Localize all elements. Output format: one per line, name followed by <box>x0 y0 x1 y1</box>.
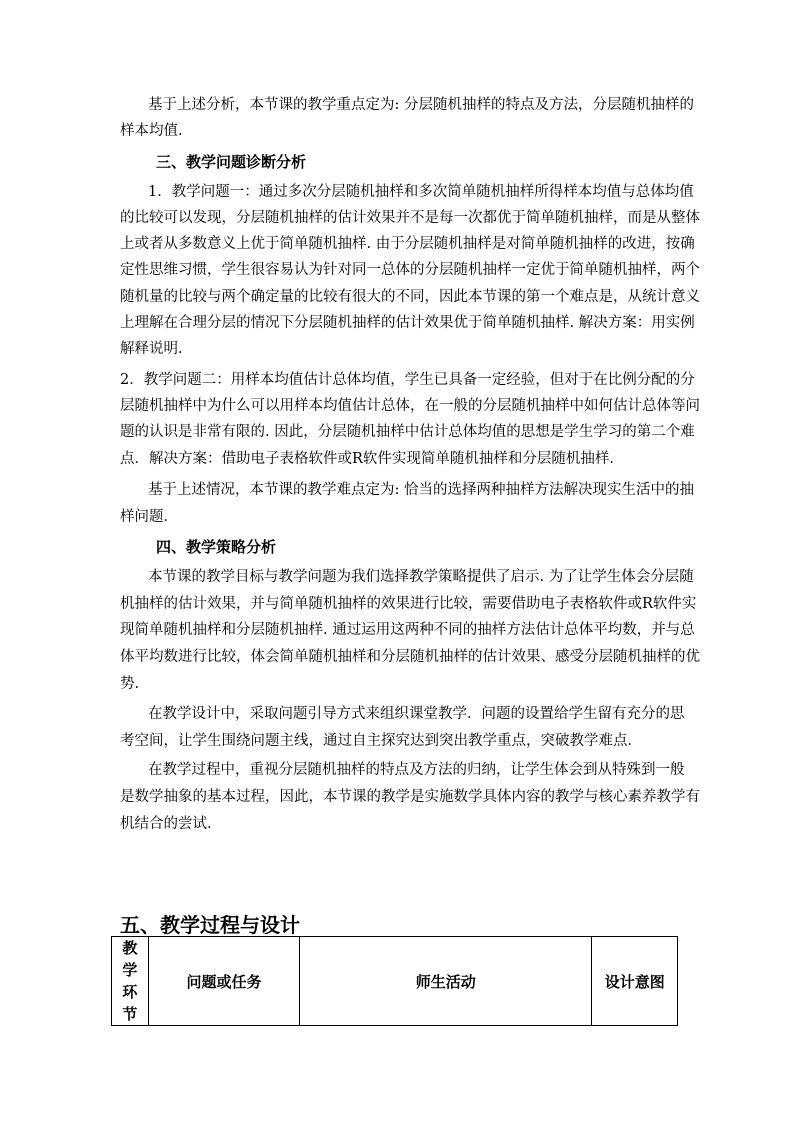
text-line: 的比较可以发现，分层随机抽样的估计效果并不是每一次都优于简单随机抽样，而是从整体 <box>120 210 700 226</box>
text-line: 随机量的比较与两个确定量的比较有很大的不同，因此本节课的第一个难点是，从统计意义 <box>120 289 700 305</box>
text-line: 2．教学问题二：用样本均值估计总体均值，学生已具备一定经验，但对于在比例分配的分 <box>120 372 695 388</box>
text-line: 定性思维习惯，学生很容易认为针对同一总体的分层随机抽样一定优于简单随机抽样，两个 <box>120 262 700 278</box>
text-line: 解释说明. <box>120 341 183 357</box>
text-line: 上理解在合理分层的情况下分层随机抽样的估计效果优于简单随机抽样. 解决方案：用实例 <box>120 315 695 331</box>
text-line: 考空间，让学生围绕问题主线，通过自主探究达到突出教学重点，突破教学难点． <box>120 733 642 749</box>
section-heading-4: 四、教学策略分析 <box>156 538 277 556</box>
header-cell-stage <box>112 937 149 1026</box>
text-line: 机抽样的估计效果，并与简单随机抽样的效果进行比较，需要借助电子表格软件或R软件实 <box>120 596 697 612</box>
text-line: 在教学过程中，重视分层随机抽样的特点及方法的归纳，让学生体会到从特殊到一般 <box>148 762 685 778</box>
header-char: 学 <box>122 961 138 979</box>
header-cell-task: 问题或任务 <box>148 937 299 1026</box>
text-line: 样问题． <box>120 509 178 525</box>
header-char: 节 <box>122 1005 138 1023</box>
text-line: 样本均值. <box>120 123 183 139</box>
text-line: 1．教学问题一：通过多次分层随机抽样和多次简单随机抽样所得样本均值与总体均值 <box>148 184 694 200</box>
text-line: 题的认识是非常有限的. 因此，分层随机抽样中估计总体均值的思想是学生学习的第二个难 <box>120 424 695 440</box>
text-line: 基于上述分析，本节课的教学重点定为: 分层随机抽样的特点及方法，分层随机抽样的 <box>148 97 694 113</box>
text-line: 在教学设计中，采取问题引导方式来组织课堂教学．问题的设置给学生留有充分的思 <box>148 706 685 722</box>
text-line: 上或者从多数意义上优于简单随机抽样. 由于分层随机抽样是对简单随机抽样的改进，按确 <box>120 236 695 252</box>
text-line: 层随机抽样中为什么可以用样本均值估计总体，在一般的分层随机抽样中如何估计总体等问 <box>120 398 700 414</box>
text-line: 势. <box>120 676 140 692</box>
table-header-row <box>112 937 678 1026</box>
text-line: 本节课的教学目标与教学问题为我们选择教学策略提供了启示. 为了让学生体会分层随 <box>148 569 694 585</box>
text-line: 机结合的尝试． <box>120 816 222 832</box>
section-heading-3: 三、教学问题诊断分析 <box>156 153 307 171</box>
section-heading-5: 五、教学过程与设计 <box>120 913 300 937</box>
header-char: 教 <box>122 939 138 957</box>
header-char: 环 <box>122 983 138 1001</box>
text-line: 基于上述情况，本节课的教学难点定为: 恰当的选择两种抽样方法解决现实生活中的抽 <box>148 482 694 498</box>
text-line: 是数学抽象的基本过程，因此，本节课的教学是实施数学具体内容的教学与核心素养教学有 <box>120 789 700 805</box>
header-cell-intent: 设计意图 <box>592 937 678 1026</box>
text-line: 点．解决方案：借助电子表格软件或R软件实现简单随机抽样和分层随机抽样． <box>120 451 624 467</box>
process-table <box>111 936 678 1026</box>
text-line: 体平均数进行比较，体会简单随机抽样和分层随机抽样的估计效果、感受分层随机抽样的优 <box>120 649 700 665</box>
header-cell-activity: 师生活动 <box>300 937 592 1026</box>
text-line: 现简单随机抽样和分层随机抽样. 通过运用这两种不同的抽样方法估计总体平均数，并与总 <box>120 622 695 638</box>
